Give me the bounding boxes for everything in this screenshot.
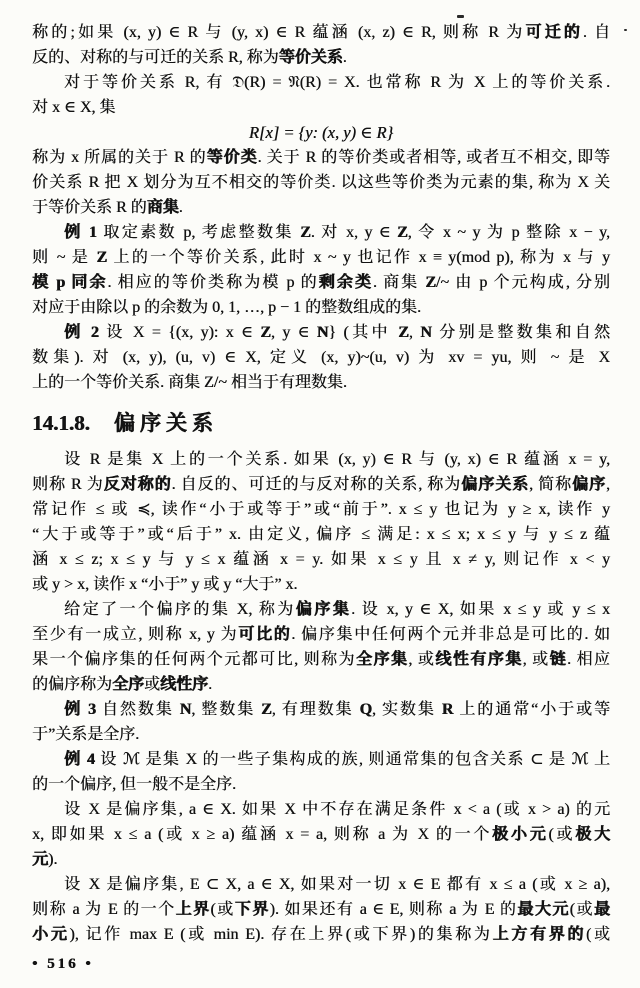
paragraph	[32, 597, 610, 697]
text-line: 的偏序称为全序或线性序.	[32, 676, 213, 693]
text-line: “大于或等于”或“后于” x. 由定义, 偏序 ≤ 满足: x ≤ x; x ≤ y 与 y ≤ z 蕴	[32, 526, 610, 543]
text-line: 涵 x ≤ z; x ≤ y 与 y ≤ x 蕴涵 x = y. 如果 x ≤ y 且 x ≠ y, 则记作 x < y	[32, 551, 610, 568]
text-line: 例 1 取定素数 p, 考虑整数集 Z. 对 x, y ∈ Z, 令 x ~ y 为 p 整除 x − y,	[64, 224, 610, 241]
paragraph	[32, 70, 610, 120]
text-line: 至少有一成立, 则称 x, y 为可比的. 偏序集中任何两个元并非总是可比的. 如	[32, 626, 610, 643]
text-line: 例 4 设 ℳ 是集 X 的一些子集构成的族, 则通常集的包含关系 ⊂ 是 ℳ 上	[64, 751, 610, 768]
text-line: 小元), 记作 max E (或 min E). 存在上界(或下界)的集称为上方有界的(或	[32, 926, 610, 943]
paragraph	[32, 320, 610, 395]
scan-speck	[457, 15, 464, 18]
paragraph	[32, 20, 610, 70]
text-line: 价关系 R 把 X 划分为互不相交的等价类. 以这些等价类为元素的集, 称为 X 关	[32, 174, 610, 191]
page-body	[32, 20, 610, 947]
text-line: 设 X 是偏序集, a ∈ X. 如果 X 中不存在满足条件 x < a (或 x > a) 的元	[64, 801, 610, 818]
paragraph	[32, 697, 610, 747]
paragraph	[32, 797, 610, 872]
text-line: 于等价关系 R 的商集.	[32, 199, 183, 216]
text-line: 或 y > x, 读作 x “小于” y 或 y “大于” x.	[32, 576, 298, 593]
text-line: 例 2 设 X = {(x, y): x ∈ Z, y ∈ N} (其中 Z, N 分别是整数集和自然	[64, 324, 610, 341]
text-line: 果一个偏序集的任何两个元都可比, 则称为全序集, 或线性有序集, 或链. 相应	[32, 651, 610, 668]
text-line: 对于等价关系 R, 有 𝔇(R) = 𝔑(R) = X. 也常称 R 为 X 上的等价关系.	[64, 74, 610, 91]
text-line: 则称 a 为 E 的一个上界(或下界). 如果还有 a ∈ E, 则称 a 为 E 的最大元(或最	[32, 901, 610, 918]
paragraph	[32, 145, 610, 220]
text-line: 对应于由除以 p 的余数为 0, 1, …, p − 1 的整数组成的集.	[32, 299, 422, 316]
section-title: 偏序关系	[113, 411, 218, 435]
text-line: 上的一个等价关系. 商集 Z/~ 相当于有理数集.	[32, 374, 347, 391]
text-line: 称为 x 所属的关于 R 的等价类. 关于 R 的等价类或者相等, 或者互不相交, 即等	[32, 149, 610, 166]
text-line: 对 x ∈ X, 集	[32, 99, 116, 116]
text-line: 的一个偏序, 但一般不是全序.	[32, 776, 237, 793]
text-line: 设 X 是偏序集, E ⊂ X, a ∈ X, 如果对一切 x ∈ E 都有 x ≤ a (或 x ≥ a),	[64, 876, 610, 893]
text-line: 数集). 对 (x, y), (u, v) ∈ X, 定义 (x, y)~(u, v) 为 xv = yu, 则 ~ 是 X	[32, 349, 610, 366]
section-heading	[32, 409, 610, 438]
text-line: 给定了一个偏序的集 X, 称为偏序集. 设 x, y ∈ X, 如果 x ≤ y 或 y ≤ x	[64, 601, 610, 618]
page-number: • 516 •	[32, 956, 94, 972]
text-line: 模 p 同余. 相应的等价类称为模 p 的剩余类. 商集 Z/~ 由 p 个元构成, 分别	[32, 274, 610, 291]
text-line: 反的、对称的与可迁的关系 R, 称为等价关系.	[32, 49, 347, 66]
text-line: 常记作 ≤ 或 ≼, 读作“小于或等于”或“前于”. x ≤ y 也记为 y ≥ x, 读作 y	[32, 501, 610, 518]
text-line: 则 ~ 是 Z 上的一个等价关系, 此时 x ~ y 也记作 x ≡ y(mod p), 称为 x 与 y	[32, 249, 610, 266]
formula: R[x] = {y: (x, y) ∈ R}	[248, 123, 394, 142]
text-line: 称的;如果 (x, y) ∈ R 与 (y, x) ∈ R 蕴涵 (x, z) ∈ R, 则称 R 为可迁的. 自	[32, 24, 610, 41]
scan-speck	[624, 29, 627, 31]
section-number: 14.1.8.	[32, 411, 90, 435]
paragraph	[32, 220, 610, 320]
paragraph	[32, 447, 610, 597]
text-line: 元).	[32, 851, 58, 868]
paragraph	[32, 872, 610, 947]
text-line: 例 3 自然数集 N, 整数集 Z, 有理数集 Q, 实数集 R 上的通常“小于或等	[64, 701, 610, 718]
text-line: 设 R 是集 X 上的一个关系. 如果 (x, y) ∈ R 与 (y, x) ∈ R 蕴涵 x = y,	[64, 451, 610, 468]
text-line: 于”关系是全序.	[32, 726, 140, 743]
text-line: 则称 R 为反对称的. 自反的、可迁的与反对称的关系, 称为偏序关系, 简称偏序,	[32, 476, 610, 493]
text-line: x, 即如果 x ≤ a (或 x ≥ a) 蕴涵 x = a, 则称 a 为 X 的一个极小元(或极大	[32, 826, 610, 843]
paragraph	[32, 747, 610, 797]
